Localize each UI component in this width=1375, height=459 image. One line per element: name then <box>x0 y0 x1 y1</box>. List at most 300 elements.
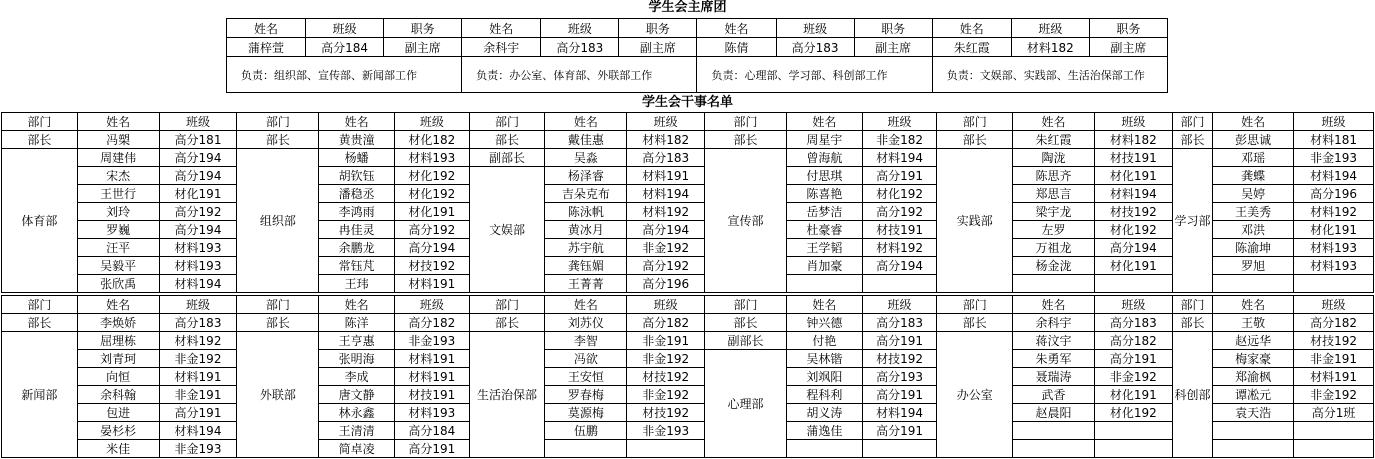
member-class: 材料194 <box>1294 167 1374 185</box>
head-label: 部长 <box>1172 314 1212 332</box>
staff-header-row <box>2 296 1374 314</box>
member-class: 材化192 <box>395 167 470 185</box>
head-name: 王敬 <box>1213 314 1294 332</box>
column-header: 部门 <box>469 296 545 314</box>
member-class: 非金193 <box>627 422 705 440</box>
member-class: 材料194 <box>862 149 937 167</box>
head-label: 部长 <box>469 131 545 149</box>
column-header: 部门 <box>705 296 787 314</box>
member-name: 王世行 <box>77 185 159 203</box>
member-class: 材技192 <box>1094 203 1172 221</box>
member-class: 材料182 <box>1011 38 1089 57</box>
member-class: 高分1班 <box>1294 404 1374 422</box>
member-class: 非金192 <box>1094 368 1172 386</box>
member-name: 苏宇航 <box>545 239 627 257</box>
member-name: 李鸿雨 <box>319 203 395 221</box>
column-header: 班级 <box>1094 113 1172 131</box>
member-name: 万祖龙 <box>1013 239 1095 257</box>
member-name: 莫源梅 <box>545 404 627 422</box>
department-name: 新闻部 <box>2 332 78 458</box>
member-class <box>1094 422 1172 440</box>
member-row <box>2 149 1374 167</box>
head-class: 高分181 <box>159 131 237 149</box>
deputy-name: 付艳 <box>786 332 862 350</box>
department-head-row <box>2 131 1374 149</box>
head-class: 高分182 <box>627 314 705 332</box>
member-name: 付思琪 <box>786 167 862 185</box>
member-name: 杨蟠 <box>319 149 395 167</box>
head-label: 部长 <box>705 314 787 332</box>
member-class: 非金191 <box>1294 350 1374 368</box>
member-class: 材技192 <box>1294 332 1374 350</box>
head-class: 高分182 <box>1294 314 1374 332</box>
member-name: 唐文静 <box>319 386 395 404</box>
column-header: 姓名 <box>786 296 862 314</box>
member-name: 赵晨阳 <box>1013 404 1095 422</box>
column-header: 部门 <box>469 113 545 131</box>
member-class <box>1094 440 1172 458</box>
member-class: 材技191 <box>395 386 470 404</box>
member-name <box>1213 440 1294 458</box>
head-name: 陈洋 <box>319 314 395 332</box>
head-name: 朱红霞 <box>1013 131 1095 149</box>
member-name: 陈泳帆 <box>545 203 627 221</box>
member-name: 王亨惠 <box>319 332 395 350</box>
presidium-member-row <box>227 38 1168 57</box>
head-class: 高分182 <box>395 314 470 332</box>
member-name: 宋杰 <box>77 167 159 185</box>
column-header: 班级 <box>1094 296 1172 314</box>
member-name: 包进 <box>77 404 159 422</box>
member-class: 高分184 <box>395 422 470 440</box>
member-name: 吴林锴 <box>786 350 862 368</box>
member-duty: 负责：心理部、学习部、科创部工作 <box>697 57 932 93</box>
member-row <box>2 185 1374 203</box>
head-class: 材料181 <box>1294 131 1374 149</box>
column-header: 班级 <box>1294 113 1374 131</box>
member-name: 王清清 <box>319 422 395 440</box>
column-header: 班级 <box>159 296 237 314</box>
member-class: 高分194 <box>159 149 237 167</box>
department-name: 办公室 <box>937 332 1013 458</box>
member-name: 朱勇军 <box>1013 350 1095 368</box>
column-header: 姓名 <box>545 296 627 314</box>
member-class: 非金192 <box>627 386 705 404</box>
member-name: 陈渝坤 <box>1213 239 1294 257</box>
member-class: 高分192 <box>627 257 705 275</box>
member-class: 材料194 <box>862 404 937 422</box>
head-class: 高分183 <box>862 314 937 332</box>
column-header: 姓名 <box>319 296 395 314</box>
member-name: 王玮 <box>319 275 395 293</box>
head-name: 余科宇 <box>1013 314 1095 332</box>
member-class: 高分194 <box>159 221 237 239</box>
member-name: 李成 <box>319 368 395 386</box>
member-name: 吴婷 <box>1213 185 1294 203</box>
member-name <box>1013 422 1095 440</box>
member-class: 材料191 <box>159 368 237 386</box>
column-header: 部门 <box>937 113 1013 131</box>
member-name: 蒲梓萱 <box>227 38 306 57</box>
member-class: 高分196 <box>1294 185 1374 203</box>
member-name: 龚蝶 <box>1213 167 1294 185</box>
department-name: 组织部 <box>237 149 319 293</box>
member-name: 张明海 <box>319 350 395 368</box>
member-class: 材料191 <box>395 275 470 293</box>
member-class: 材料193 <box>395 404 470 422</box>
member-row <box>2 221 1374 239</box>
member-name: 杨泽睿 <box>545 167 627 185</box>
member-class <box>627 440 705 458</box>
member-class <box>862 440 937 458</box>
column-header: 班级 <box>1294 296 1374 314</box>
member-class: 材技191 <box>1094 149 1172 167</box>
column-header: 姓名 <box>1013 296 1095 314</box>
member-name: 梁宇龙 <box>1013 203 1095 221</box>
member-name: 汪平 <box>77 239 159 257</box>
staff-header-row <box>2 113 1374 131</box>
member-name: 王菁菁 <box>545 275 627 293</box>
head-label: 部长 <box>2 131 78 149</box>
head-name: 黄贵潼 <box>319 131 395 149</box>
head-label: 部长 <box>937 131 1013 149</box>
member-name: 王学韬 <box>786 239 862 257</box>
member-class: 非金192 <box>627 239 705 257</box>
member-class: 材化191 <box>395 203 470 221</box>
member-duty: 负责：组织部、宣传部、新闻部工作 <box>227 57 462 93</box>
member-name: 陈喜艳 <box>786 185 862 203</box>
member-class: 材化192 <box>862 185 937 203</box>
member-class: 高分194 <box>395 239 470 257</box>
member-name: 陶泷 <box>1013 149 1095 167</box>
member-class: 材化192 <box>1094 404 1172 422</box>
member-name: 余鹏龙 <box>319 239 395 257</box>
column-header: 部门 <box>237 296 319 314</box>
member-class <box>1294 422 1374 440</box>
member-name <box>1013 275 1095 293</box>
member-name: 常钰芃 <box>319 257 395 275</box>
member-class: 非金192 <box>627 350 705 368</box>
member-class: 材料193 <box>1294 239 1374 257</box>
member-name: 曾海航 <box>786 149 862 167</box>
member-name: 余科翰 <box>77 386 159 404</box>
member-class: 材化192 <box>395 185 470 203</box>
staff-table-block-1 <box>1 112 1374 293</box>
member-name: 陈倩 <box>697 38 776 57</box>
member-class: 材料193 <box>159 257 237 275</box>
member-class: 材技191 <box>862 221 937 239</box>
column-header: 部门 <box>937 296 1013 314</box>
column-header: 部门 <box>1172 296 1212 314</box>
column-header: 职务 <box>1089 19 1167 38</box>
member-name: 伍鹏 <box>545 422 627 440</box>
member-name: 谭凇元 <box>1213 386 1294 404</box>
member-class: 非金191 <box>627 332 705 350</box>
column-header: 班级 <box>627 296 705 314</box>
deputy-class: 高分191 <box>862 332 937 350</box>
head-name: 周星宇 <box>786 131 862 149</box>
member-class: 材化191 <box>1294 221 1374 239</box>
column-header: 姓名 <box>227 19 306 38</box>
member-class <box>1294 275 1374 293</box>
member-class: 材料194 <box>159 422 237 440</box>
member-name: 屈理栋 <box>77 332 159 350</box>
member-class: 非金193 <box>1294 149 1374 167</box>
member-class: 非金193 <box>159 440 237 458</box>
presidium-title: 学生会主席团 <box>648 0 727 15</box>
column-header: 部门 <box>2 113 78 131</box>
member-name: 刘玲 <box>77 203 159 221</box>
column-header: 职务 <box>854 19 932 38</box>
column-header: 班级 <box>862 296 937 314</box>
member-class <box>1094 275 1172 293</box>
member-duty: 负责：文娱部、实践部、生活治保部工作 <box>932 57 1167 93</box>
department-head-row <box>2 314 1374 332</box>
column-header: 班级 <box>306 19 384 38</box>
column-header: 姓名 <box>462 19 541 38</box>
member-class: 高分194 <box>1094 239 1172 257</box>
member-class: 材料194 <box>627 185 705 203</box>
department-name: 文娱部 <box>469 167 545 293</box>
department-name: 实践部 <box>937 149 1013 293</box>
member-name: 朱红霞 <box>932 38 1011 57</box>
member-name: 罗巍 <box>77 221 159 239</box>
member-name: 蒋汶宇 <box>1013 332 1095 350</box>
member-class: 材料193 <box>1294 257 1374 275</box>
member-name: 岳梦洁 <box>786 203 862 221</box>
member-name: 邓洪 <box>1213 221 1294 239</box>
member-row <box>2 350 1374 368</box>
member-class: 高分191 <box>862 422 937 440</box>
member-class: 材料191 <box>1294 368 1374 386</box>
member-name: 晏杉杉 <box>77 422 159 440</box>
member-duty: 负责：办公室、体育部、外联部工作 <box>462 57 697 93</box>
member-class: 材化192 <box>1094 221 1172 239</box>
member-name: 刘青珂 <box>77 350 159 368</box>
member-class: 材化191 <box>1094 167 1172 185</box>
member-name: 潘稳丞 <box>319 185 395 203</box>
member-name: 向恒 <box>77 368 159 386</box>
member-name: 郑思言 <box>1013 185 1095 203</box>
member-class: 非金192 <box>159 350 237 368</box>
head-label: 部长 <box>1172 131 1212 149</box>
member-name <box>1213 275 1294 293</box>
member-class: 材化191 <box>1094 386 1172 404</box>
member-class: 材技192 <box>395 257 470 275</box>
member-class: 材料193 <box>395 149 470 167</box>
member-class: 材技192 <box>627 368 705 386</box>
member-class: 材料192 <box>159 332 237 350</box>
column-header: 部门 <box>705 113 787 131</box>
member-name: 左罗 <box>1013 221 1095 239</box>
member-name: 冯欲 <box>545 350 627 368</box>
member-row <box>2 368 1374 386</box>
head-class: 高分183 <box>159 314 237 332</box>
member-name: 杨金泷 <box>1013 257 1095 275</box>
member-name <box>786 440 862 458</box>
member-name: 程科利 <box>786 386 862 404</box>
member-class <box>1294 440 1374 458</box>
member-name: 林永鑫 <box>319 404 395 422</box>
staff-title: 学生会干事名单 <box>641 95 733 110</box>
member-class: 高分191 <box>395 440 470 458</box>
member-class: 高分194 <box>862 257 937 275</box>
member-class: 材化191 <box>159 185 237 203</box>
member-row <box>2 332 1374 350</box>
staff-table-block-2 <box>1 295 1374 458</box>
column-header: 姓名 <box>77 296 159 314</box>
presidium-duty-row <box>227 57 1168 93</box>
member-name: 龚钰媚 <box>545 257 627 275</box>
column-header: 班级 <box>627 113 705 131</box>
member-class: 材技192 <box>862 350 937 368</box>
head-name: 李焕娇 <box>77 314 159 332</box>
member-class: 材技192 <box>627 404 705 422</box>
member-class: 高分192 <box>862 203 937 221</box>
member-name: 杜豪睿 <box>786 221 862 239</box>
deputy-label: 副部长 <box>705 332 787 350</box>
column-header: 班级 <box>541 19 619 38</box>
member-class: 高分191 <box>159 404 237 422</box>
member-name: 周建伟 <box>77 149 159 167</box>
column-header: 部门 <box>2 296 78 314</box>
member-name <box>786 275 862 293</box>
head-label: 部长 <box>469 314 545 332</box>
member-class: 高分183 <box>541 38 619 57</box>
member-row <box>2 404 1374 422</box>
member-name: 米佳 <box>77 440 159 458</box>
member-name: 黄冰月 <box>545 221 627 239</box>
member-row <box>2 386 1374 404</box>
department-name: 心理部 <box>705 350 787 458</box>
member-class: 高分193 <box>862 368 937 386</box>
member-class: 材料192 <box>627 203 705 221</box>
member-name: 武香 <box>1013 386 1095 404</box>
column-header: 班级 <box>1011 19 1089 38</box>
head-name: 刘苏仪 <box>545 314 627 332</box>
member-name <box>545 440 627 458</box>
member-name: 梅家豪 <box>1213 350 1294 368</box>
deputy-name: 吴淼 <box>545 149 627 167</box>
member-name: 邓瑶 <box>1213 149 1294 167</box>
column-header: 班级 <box>862 113 937 131</box>
member-name: 罗春梅 <box>545 386 627 404</box>
member-class: 材料192 <box>1294 203 1374 221</box>
head-name: 冯槊 <box>77 131 159 149</box>
member-name: 胡义涛 <box>786 404 862 422</box>
column-header: 班级 <box>159 113 237 131</box>
deputy-class: 高分183 <box>627 149 705 167</box>
column-header: 姓名 <box>1213 113 1294 131</box>
member-name: 肖加豪 <box>786 257 862 275</box>
member-name: 冉佳灵 <box>319 221 395 239</box>
head-label: 部长 <box>705 131 787 149</box>
presidium-table <box>226 18 1168 93</box>
column-header: 部门 <box>1172 113 1212 131</box>
presidium-header-row <box>227 19 1168 38</box>
column-header: 姓名 <box>1213 296 1294 314</box>
member-class: 高分196 <box>627 275 705 293</box>
department-name: 外联部 <box>237 332 319 458</box>
member-name: 胡钦钰 <box>319 167 395 185</box>
member-class: 材料191 <box>395 368 470 386</box>
member-class: 高分192 <box>159 203 237 221</box>
member-class: 高分183 <box>776 38 854 57</box>
column-header: 姓名 <box>697 19 776 38</box>
head-name: 戴佳惠 <box>545 131 627 149</box>
member-name: 李智 <box>545 332 627 350</box>
member-row <box>2 203 1374 221</box>
member-name <box>1013 440 1095 458</box>
member-class: 材料194 <box>159 275 237 293</box>
column-header: 姓名 <box>1013 113 1095 131</box>
column-header: 班级 <box>395 113 470 131</box>
member-class: 材料191 <box>627 167 705 185</box>
member-class: 材料193 <box>159 239 237 257</box>
member-class: 非金192 <box>1294 386 1374 404</box>
member-role: 副主席 <box>619 38 697 57</box>
member-row <box>2 440 1374 458</box>
column-header: 姓名 <box>786 113 862 131</box>
member-role: 副主席 <box>384 38 462 57</box>
column-header: 姓名 <box>545 113 627 131</box>
member-name: 陈思齐 <box>1013 167 1095 185</box>
head-label: 部长 <box>2 314 78 332</box>
head-class: 材化182 <box>395 131 470 149</box>
department-name: 生活治保部 <box>469 332 545 458</box>
department-name: 学习部 <box>1172 149 1212 293</box>
member-class <box>862 275 937 293</box>
member-name: 刘飒阳 <box>786 368 862 386</box>
member-role: 副主席 <box>854 38 932 57</box>
head-label: 部长 <box>237 314 319 332</box>
head-label: 部长 <box>237 131 319 149</box>
member-name: 郑渝枫 <box>1213 368 1294 386</box>
column-header: 班级 <box>395 296 470 314</box>
member-name: 王美秀 <box>1213 203 1294 221</box>
head-label: 部长 <box>937 314 1013 332</box>
member-name: 罗旭 <box>1213 257 1294 275</box>
member-role: 副主席 <box>1089 38 1167 57</box>
member-name: 张欣禹 <box>77 275 159 293</box>
deputy-label: 副部长 <box>469 149 545 167</box>
member-name: 吉朵克布 <box>545 185 627 203</box>
head-name: 钟兴德 <box>786 314 862 332</box>
member-class: 材料192 <box>862 239 937 257</box>
member-class: 材化191 <box>1094 257 1172 275</box>
member-class: 高分182 <box>1094 332 1172 350</box>
member-name <box>1213 422 1294 440</box>
member-class: 高分191 <box>862 167 937 185</box>
member-name: 简卓凌 <box>319 440 395 458</box>
column-header: 班级 <box>776 19 854 38</box>
column-header: 姓名 <box>319 113 395 131</box>
member-name: 袁天浩 <box>1213 404 1294 422</box>
column-header: 姓名 <box>77 113 159 131</box>
head-class: 高分183 <box>1094 314 1172 332</box>
member-name: 赵远华 <box>1213 332 1294 350</box>
member-class: 高分194 <box>627 221 705 239</box>
head-class: 非金182 <box>862 131 937 149</box>
member-class: 高分191 <box>1094 350 1172 368</box>
member-class: 高分194 <box>159 167 237 185</box>
head-class: 材料182 <box>627 131 705 149</box>
head-class: 材料182 <box>1094 131 1172 149</box>
member-name: 余科宇 <box>462 38 541 57</box>
head-name: 彭思诚 <box>1213 131 1294 149</box>
member-class: 非金191 <box>159 386 237 404</box>
member-name: 王安恒 <box>545 368 627 386</box>
